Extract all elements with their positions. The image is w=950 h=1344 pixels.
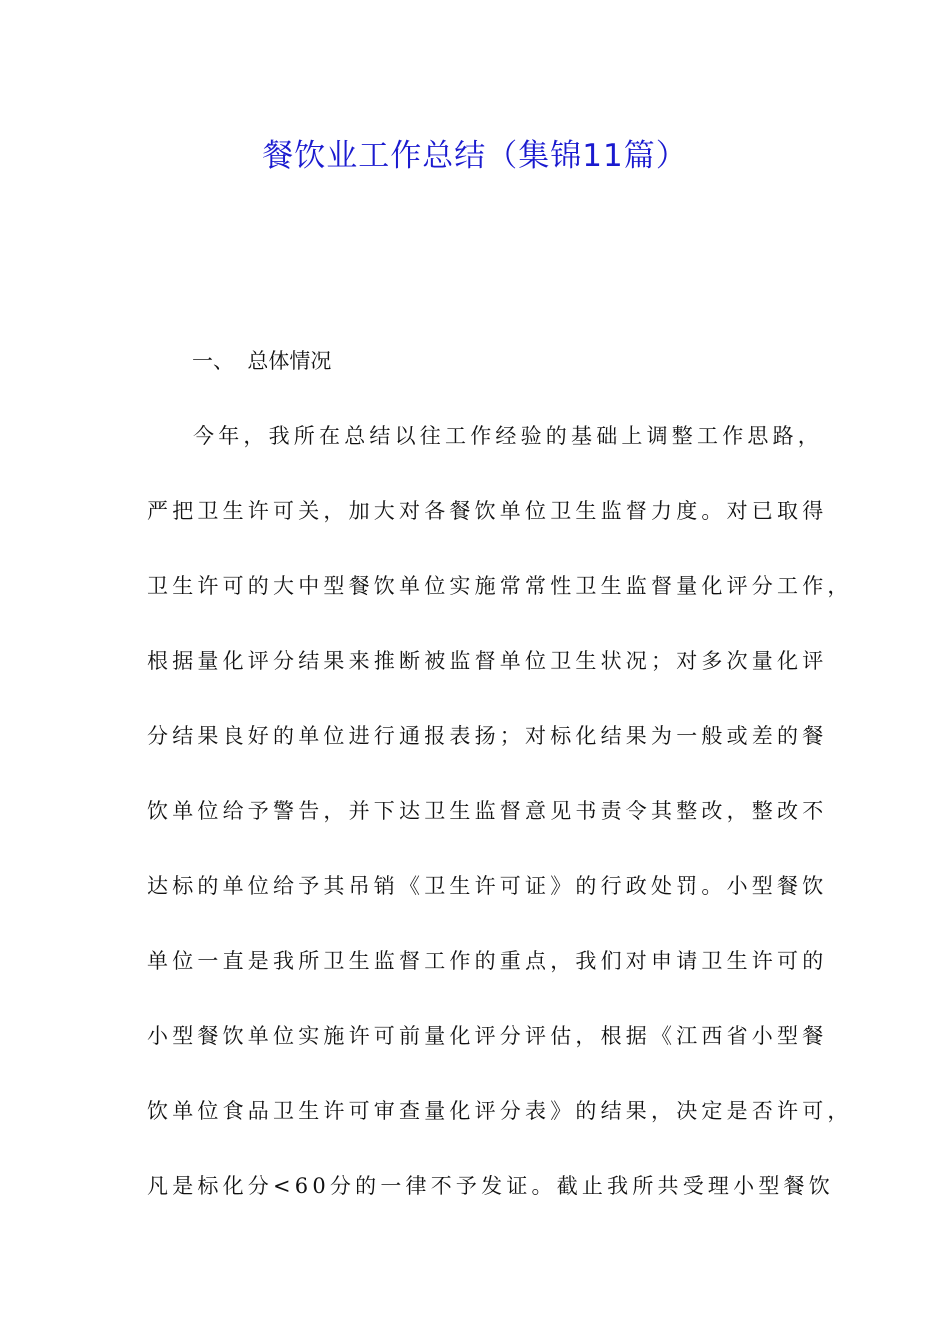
paragraph-line: 达标的单位给予其吊销《卫生许可证》的行政处罚。小型餐饮 [147, 874, 828, 898]
paragraph-line: 小型餐饮单位实施许可前量化评分评估，根据《江西省小型餐 [147, 1024, 828, 1048]
paragraph-line: 凡是标化分<60分的一律不予发证。截止我所共受理小型餐饮 [147, 1174, 834, 1198]
paragraph-line: 单位一直是我所卫生监督工作的重点，我们对申请卫生许可的 [147, 949, 828, 973]
paragraph-line: 严把卫生许可关，加大对各餐饮单位卫生监督力度。对已取得 [147, 499, 828, 523]
paragraph-line: 卫生许可的大中型餐饮单位实施常常性卫生监督量化评分工作， [147, 574, 853, 598]
paragraph-line: 分结果良好的单位进行通报表扬；对标化结果为一般或差的餐 [147, 724, 828, 748]
paragraph-line: 饮单位食品卫生许可审查量化评分表》的结果，决定是否许可， [147, 1099, 853, 1123]
paragraph-line: 根据量化评分结果来推断被监督单位卫生状况；对多次量化评 [147, 649, 828, 673]
paragraph-line: 今年，我所在总结以往工作经验的基础上调整工作思路， [193, 424, 823, 448]
paragraph-line: 饮单位给予警告，并下达卫生监督意见书责令其整改，整改不 [147, 799, 828, 823]
section-heading: 一、 总体情况 [192, 349, 332, 373]
document-title: 餐饮业工作总结（集锦11篇） [262, 138, 688, 174]
